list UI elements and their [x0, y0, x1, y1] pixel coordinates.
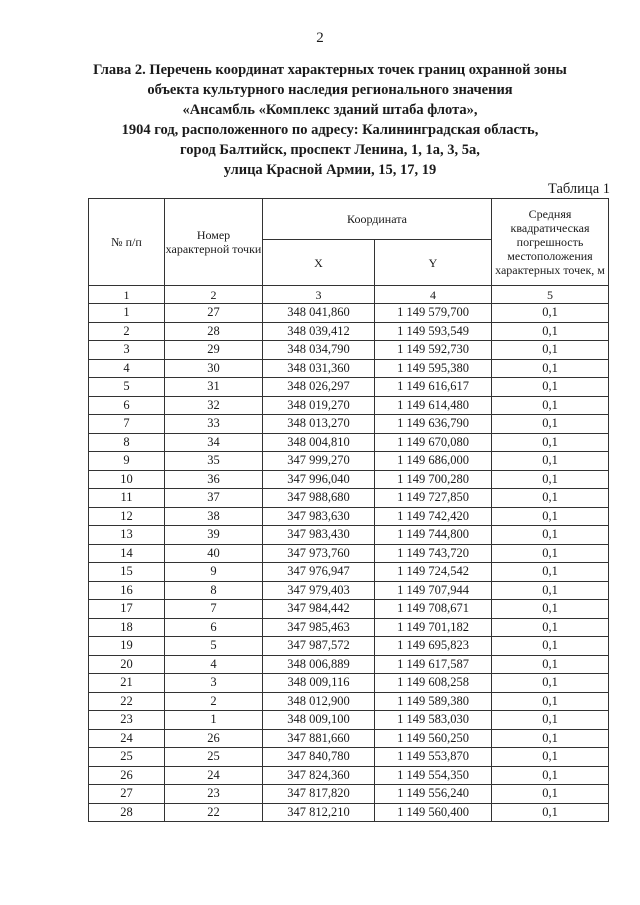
x-coordinate-cell: 348 004,810 [263, 433, 375, 452]
row-number-cell: 6 [89, 396, 165, 415]
y-coordinate-cell: 1 149 579,700 [375, 304, 492, 323]
y-coordinate-cell: 1 149 560,250 [375, 729, 492, 748]
table-row [89, 618, 609, 637]
table-row [89, 729, 609, 748]
error-cell: 0,1 [492, 396, 609, 415]
column-number: 4 [375, 286, 492, 304]
error-cell: 0,1 [492, 359, 609, 378]
table-row [89, 433, 609, 452]
row-number-cell: 19 [89, 637, 165, 656]
row-number-cell: 9 [89, 452, 165, 471]
x-coordinate-cell: 348 026,297 [263, 378, 375, 397]
error-cell: 0,1 [492, 470, 609, 489]
x-coordinate-cell: 347 987,572 [263, 637, 375, 656]
table-row [89, 637, 609, 656]
row-number-cell: 13 [89, 526, 165, 545]
row-number-cell: 21 [89, 674, 165, 693]
error-cell: 0,1 [492, 785, 609, 804]
x-coordinate-cell: 348 019,270 [263, 396, 375, 415]
error-cell: 0,1 [492, 748, 609, 767]
x-coordinate-cell: 348 012,900 [263, 692, 375, 711]
point-number-cell: 3 [165, 674, 263, 693]
x-coordinate-cell: 348 034,790 [263, 341, 375, 360]
x-coordinate-cell: 347 824,360 [263, 766, 375, 785]
error-cell: 0,1 [492, 415, 609, 434]
x-coordinate-cell: 347 999,270 [263, 452, 375, 471]
row-number-cell: 22 [89, 692, 165, 711]
y-coordinate-cell: 1 149 727,850 [375, 489, 492, 508]
point-number-cell: 26 [165, 729, 263, 748]
table-row [89, 470, 609, 489]
header-error: Средняя квадратическая погрешность местоположения характерных точек, м [492, 199, 609, 286]
y-coordinate-cell: 1 149 695,823 [375, 637, 492, 656]
point-number-cell: 36 [165, 470, 263, 489]
x-coordinate-cell: 347 996,040 [263, 470, 375, 489]
point-number-cell: 25 [165, 748, 263, 767]
heading-line: улица Красной Армии, 15, 17, 19 [223, 162, 437, 178]
point-number-cell: 29 [165, 341, 263, 360]
x-coordinate-cell: 347 979,403 [263, 581, 375, 600]
error-cell: 0,1 [492, 341, 609, 360]
heading-line: Глава 2. Перечень координат характерных точек границ охранной зоны [93, 62, 567, 78]
page-number: 2 [316, 30, 324, 46]
column-number: 2 [165, 286, 263, 304]
table-row [89, 711, 609, 730]
x-coordinate-cell: 348 013,270 [263, 415, 375, 434]
error-cell: 0,1 [492, 526, 609, 545]
table-row [89, 452, 609, 471]
x-coordinate-cell: 348 041,860 [263, 304, 375, 323]
point-number-cell: 32 [165, 396, 263, 415]
row-number-cell: 3 [89, 341, 165, 360]
error-cell: 0,1 [492, 507, 609, 526]
table-row [89, 748, 609, 767]
x-coordinate-cell: 348 009,116 [263, 674, 375, 693]
point-number-cell: 31 [165, 378, 263, 397]
error-cell: 0,1 [492, 489, 609, 508]
table-row [89, 674, 609, 693]
table-row [89, 396, 609, 415]
heading-line: «Ансамбль «Комплекс зданий штаба флота», [182, 102, 478, 118]
point-number-cell: 40 [165, 544, 263, 563]
header-y: Y [375, 240, 492, 286]
table-row [89, 489, 609, 508]
point-number-cell: 6 [165, 618, 263, 637]
y-coordinate-cell: 1 149 670,080 [375, 433, 492, 452]
x-coordinate-cell: 348 009,100 [263, 711, 375, 730]
row-number-cell: 2 [89, 322, 165, 341]
point-number-cell: 4 [165, 655, 263, 674]
point-number-cell: 30 [165, 359, 263, 378]
point-number-cell: 38 [165, 507, 263, 526]
error-cell: 0,1 [492, 600, 609, 619]
row-number-cell: 24 [89, 729, 165, 748]
error-cell: 0,1 [492, 304, 609, 323]
row-number-cell: 15 [89, 563, 165, 582]
column-number: 3 [263, 286, 375, 304]
row-number-cell: 12 [89, 507, 165, 526]
row-number-cell: 16 [89, 581, 165, 600]
row-number-cell: 14 [89, 544, 165, 563]
row-number-cell: 7 [89, 415, 165, 434]
table-row [89, 526, 609, 545]
y-coordinate-cell: 1 149 708,671 [375, 600, 492, 619]
error-cell: 0,1 [492, 674, 609, 693]
table-row [89, 803, 609, 822]
point-number-cell: 37 [165, 489, 263, 508]
x-coordinate-cell: 347 983,630 [263, 507, 375, 526]
error-cell: 0,1 [492, 322, 609, 341]
y-coordinate-cell: 1 149 700,280 [375, 470, 492, 489]
column-number: 5 [492, 286, 609, 304]
y-coordinate-cell: 1 149 556,240 [375, 785, 492, 804]
y-coordinate-cell: 1 149 617,587 [375, 655, 492, 674]
row-number-cell: 23 [89, 711, 165, 730]
error-cell: 0,1 [492, 618, 609, 637]
table-row [89, 359, 609, 378]
column-number: 1 [89, 286, 165, 304]
y-coordinate-cell: 1 149 701,182 [375, 618, 492, 637]
header-x: X [263, 240, 375, 286]
point-number-cell: 23 [165, 785, 263, 804]
table-row [89, 544, 609, 563]
point-number-cell: 27 [165, 304, 263, 323]
x-coordinate-cell: 347 812,210 [263, 803, 375, 822]
error-cell: 0,1 [492, 563, 609, 582]
row-number-cell: 17 [89, 600, 165, 619]
error-cell: 0,1 [492, 692, 609, 711]
error-cell: 0,1 [492, 433, 609, 452]
row-number-cell: 25 [89, 748, 165, 767]
table-row [89, 581, 609, 600]
chapter-heading [60, 60, 600, 180]
error-cell: 0,1 [492, 378, 609, 397]
error-cell: 0,1 [492, 711, 609, 730]
y-coordinate-cell: 1 149 608,258 [375, 674, 492, 693]
heading-line: город Балтийск, проспект Ленина, 1, 1а, 3, 5а, [180, 142, 480, 158]
row-number-cell: 4 [89, 359, 165, 378]
x-coordinate-cell: 348 006,889 [263, 655, 375, 674]
row-number-cell: 5 [89, 378, 165, 397]
y-coordinate-cell: 1 149 743,720 [375, 544, 492, 563]
point-number-cell: 2 [165, 692, 263, 711]
header-point-number: Номер характерной точки [165, 199, 263, 286]
x-coordinate-cell: 347 973,760 [263, 544, 375, 563]
x-coordinate-cell: 347 983,430 [263, 526, 375, 545]
y-coordinate-cell: 1 149 554,350 [375, 766, 492, 785]
y-coordinate-cell: 1 149 614,480 [375, 396, 492, 415]
header-coordinate: Координата [263, 199, 492, 240]
x-coordinate-cell: 347 976,947 [263, 563, 375, 582]
x-coordinate-cell: 348 031,360 [263, 359, 375, 378]
point-number-cell: 9 [165, 563, 263, 582]
row-number-cell: 20 [89, 655, 165, 674]
coordinates-table [88, 198, 609, 822]
error-cell: 0,1 [492, 766, 609, 785]
table-row [89, 378, 609, 397]
table-row [89, 341, 609, 360]
y-coordinate-cell: 1 149 636,790 [375, 415, 492, 434]
y-coordinate-cell: 1 149 595,380 [375, 359, 492, 378]
point-number-cell: 5 [165, 637, 263, 656]
table-row [89, 785, 609, 804]
header-number: № п/п [89, 199, 165, 286]
y-coordinate-cell: 1 149 707,944 [375, 581, 492, 600]
x-coordinate-cell: 347 984,442 [263, 600, 375, 619]
point-number-cell: 1 [165, 711, 263, 730]
table-row [89, 692, 609, 711]
table-row [89, 766, 609, 785]
row-number-cell: 28 [89, 803, 165, 822]
point-number-cell: 28 [165, 322, 263, 341]
heading-line: объекта культурного наследия регионального значения [147, 82, 513, 98]
row-number-cell: 10 [89, 470, 165, 489]
x-coordinate-cell: 347 881,660 [263, 729, 375, 748]
error-cell: 0,1 [492, 544, 609, 563]
x-coordinate-cell: 347 985,463 [263, 618, 375, 637]
y-coordinate-cell: 1 149 744,800 [375, 526, 492, 545]
error-cell: 0,1 [492, 655, 609, 674]
table-row [89, 563, 609, 582]
point-number-cell: 33 [165, 415, 263, 434]
y-coordinate-cell: 1 149 616,617 [375, 378, 492, 397]
point-number-cell: 8 [165, 581, 263, 600]
point-number-cell: 35 [165, 452, 263, 471]
error-cell: 0,1 [492, 452, 609, 471]
row-number-cell: 27 [89, 785, 165, 804]
error-cell: 0,1 [492, 581, 609, 600]
error-cell: 0,1 [492, 637, 609, 656]
x-coordinate-cell: 347 988,680 [263, 489, 375, 508]
y-coordinate-cell: 1 149 742,420 [375, 507, 492, 526]
row-number-cell: 11 [89, 489, 165, 508]
y-coordinate-cell: 1 149 560,400 [375, 803, 492, 822]
error-cell: 0,1 [492, 803, 609, 822]
table-row [89, 600, 609, 619]
table-caption: Таблица 1 [547, 181, 610, 197]
point-number-cell: 39 [165, 526, 263, 545]
table-row [89, 507, 609, 526]
heading-line: 1904 год, расположенного по адресу: Калининградская область, [121, 122, 539, 138]
table-body [89, 304, 609, 822]
table-row [89, 655, 609, 674]
x-coordinate-cell: 347 817,820 [263, 785, 375, 804]
x-coordinate-cell: 348 039,412 [263, 322, 375, 341]
point-number-cell: 24 [165, 766, 263, 785]
table-row [89, 304, 609, 323]
point-number-cell: 34 [165, 433, 263, 452]
row-number-cell: 18 [89, 618, 165, 637]
y-coordinate-cell: 1 149 583,030 [375, 711, 492, 730]
row-number-cell: 1 [89, 304, 165, 323]
y-coordinate-cell: 1 149 724,542 [375, 563, 492, 582]
y-coordinate-cell: 1 149 589,380 [375, 692, 492, 711]
y-coordinate-cell: 1 149 593,549 [375, 322, 492, 341]
y-coordinate-cell: 1 149 592,730 [375, 341, 492, 360]
x-coordinate-cell: 347 840,780 [263, 748, 375, 767]
error-cell: 0,1 [492, 729, 609, 748]
table-row [89, 322, 609, 341]
table-row [89, 415, 609, 434]
row-number-cell: 26 [89, 766, 165, 785]
y-coordinate-cell: 1 149 686,000 [375, 452, 492, 471]
y-coordinate-cell: 1 149 553,870 [375, 748, 492, 767]
point-number-cell: 22 [165, 803, 263, 822]
row-number-cell: 8 [89, 433, 165, 452]
point-number-cell: 7 [165, 600, 263, 619]
